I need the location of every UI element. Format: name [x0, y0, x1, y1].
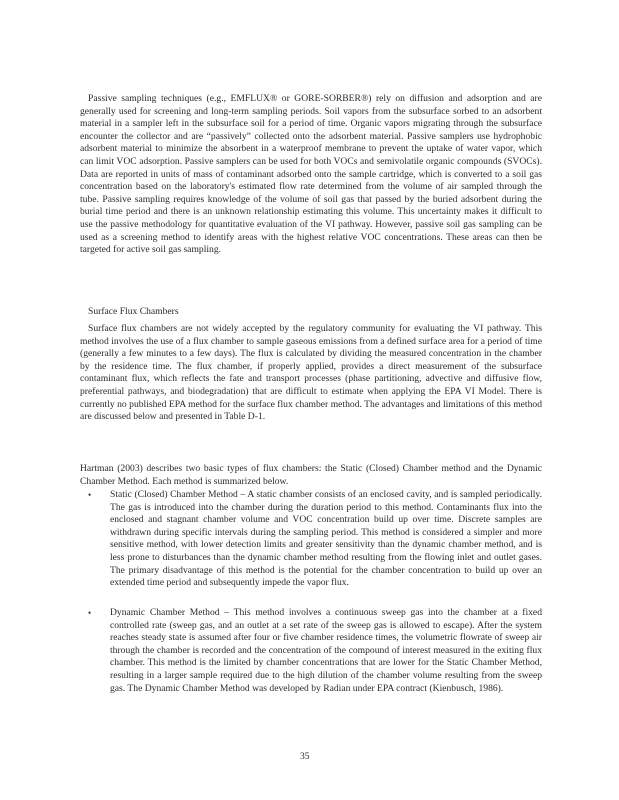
static-chamber-list-item — [88, 489, 542, 590]
static-chamber-text: Static (Closed) Chamber Method – A static chamber consists of an enclosed cavity, and is sampled periodically. The gas is introduced into the chamber during the duration period to this method. Contaminants flux into the enclosed and stagnant chamber volume and VOC concentration build up over time. Discrete samples are withdrawn during specific intervals during the sampling period. This method is considered a simpler and more sensitive method, with lower detection limits and greater sensitivity than the dynamic chamber method, and is less prone to disturbances than the dynamic chamber method resulting from the flowing inlet and outlet gases. The primary disadvantage of this method is the potential for the chamber concentration to build up over an extended time period and subsequently impede the vapor flux. — [110, 489, 542, 589]
page-number: 35 — [300, 751, 310, 762]
hartman-paragraph: Hartman (2003) describes two basic types of flux chambers: the Static (Closed) Chamber method and the Dynamic Chamber Method. Each method is summarized below. — [80, 463, 542, 487]
bullet-icon: • — [88, 608, 92, 618]
surface-flux-paragraph: Surface flux chambers are not widely accepted by the regulatory community for evaluating the VI pathway. This method involves the use of a flux chamber to sample gaseous emissions from a defined surface area for a period of time (generally a few minutes to a few days). The flux is calculated by dividing the measured concentration in the chamber by the residence time. The flux chamber, if properly applied, provides a direct measurement of the subsurface contaminant flux, which reflects the fate and transport processes (phase partitioning, advective and diffusive flow, preferential pathways, and biodegradation) that are difficult to estimate when applying the EPA VI Model. There is currently no published EPA method for the surface flux chamber method. The advantages and limitations of this method are discussed below and presented in Table D-1. — [80, 323, 542, 423]
bullet-icon: • — [88, 490, 92, 500]
dynamic-chamber-text: Dynamic Chamber Method – This method involves a continuous sweep gas into the chamber at a fixed controlled rate (sweep gas, and an outlet at a set rate of the sweep gas is allowed to escape). After the system reaches steady state is assumed after four or five chamber residence times, the volumetric flowrate of sweep air through the chamber is recorded and the concentration of the compound of interest measured in the exiting flux chamber. This method is the limited by chamber concentrations that are lower for the Static Chamber Method, resulting in a larger sample required due to the high dilution of the chamber volume resulting from the sweep gas. The Dynamic Chamber Method was developed by Radian under EPA contract (Kienbusch, 1986). — [110, 607, 542, 694]
dynamic-chamber-list-item — [88, 607, 542, 695]
passive-sampling-paragraph: Passive sampling techniques (e.g., EMFLUX® or GORE-SORBER®) rely on diffusion and adsorption and are generally used for screening and long-term sampling periods. Soil vapors from the subsurface sorbed to an adsorbent material in a sampler left in the subsurface soil for a period of time. Organic vapors migrating through the subsurface encounter the collector and are “passively” collected onto the adsorbent material. Passive samplers use hydrophobic adsorbent material to minimize the absorbent in a waterproof membrane to prevent the uptake of water vapor, which can limit VOC adsorption. Passive samplers can be used for both VOCs and semivolatile organic compounds (SVOCs). Data are reported in units of mass of contaminant adsorbed onto the sample cartridge, which is converted to a soil gas concentration based on the laboratory's estimated flow rate determined from the volume of air sampled through the tube. Passive sampling requires knowledge of the volume of soil gas that passed by the buried adsorbent during the burial time period and there is an unknown relationship estimating this volume. This uncertainty makes it difficult to use the passive methodology for quantitative evaluation of the VI pathway. However, passive soil gas sampling can be used as a screening method to identify areas with the highest relative VOC concentrations. These areas can then be targeted for active soil gas sampling. — [80, 93, 542, 256]
surface-flux-chambers-heading: Surface Flux Chambers — [88, 306, 179, 317]
